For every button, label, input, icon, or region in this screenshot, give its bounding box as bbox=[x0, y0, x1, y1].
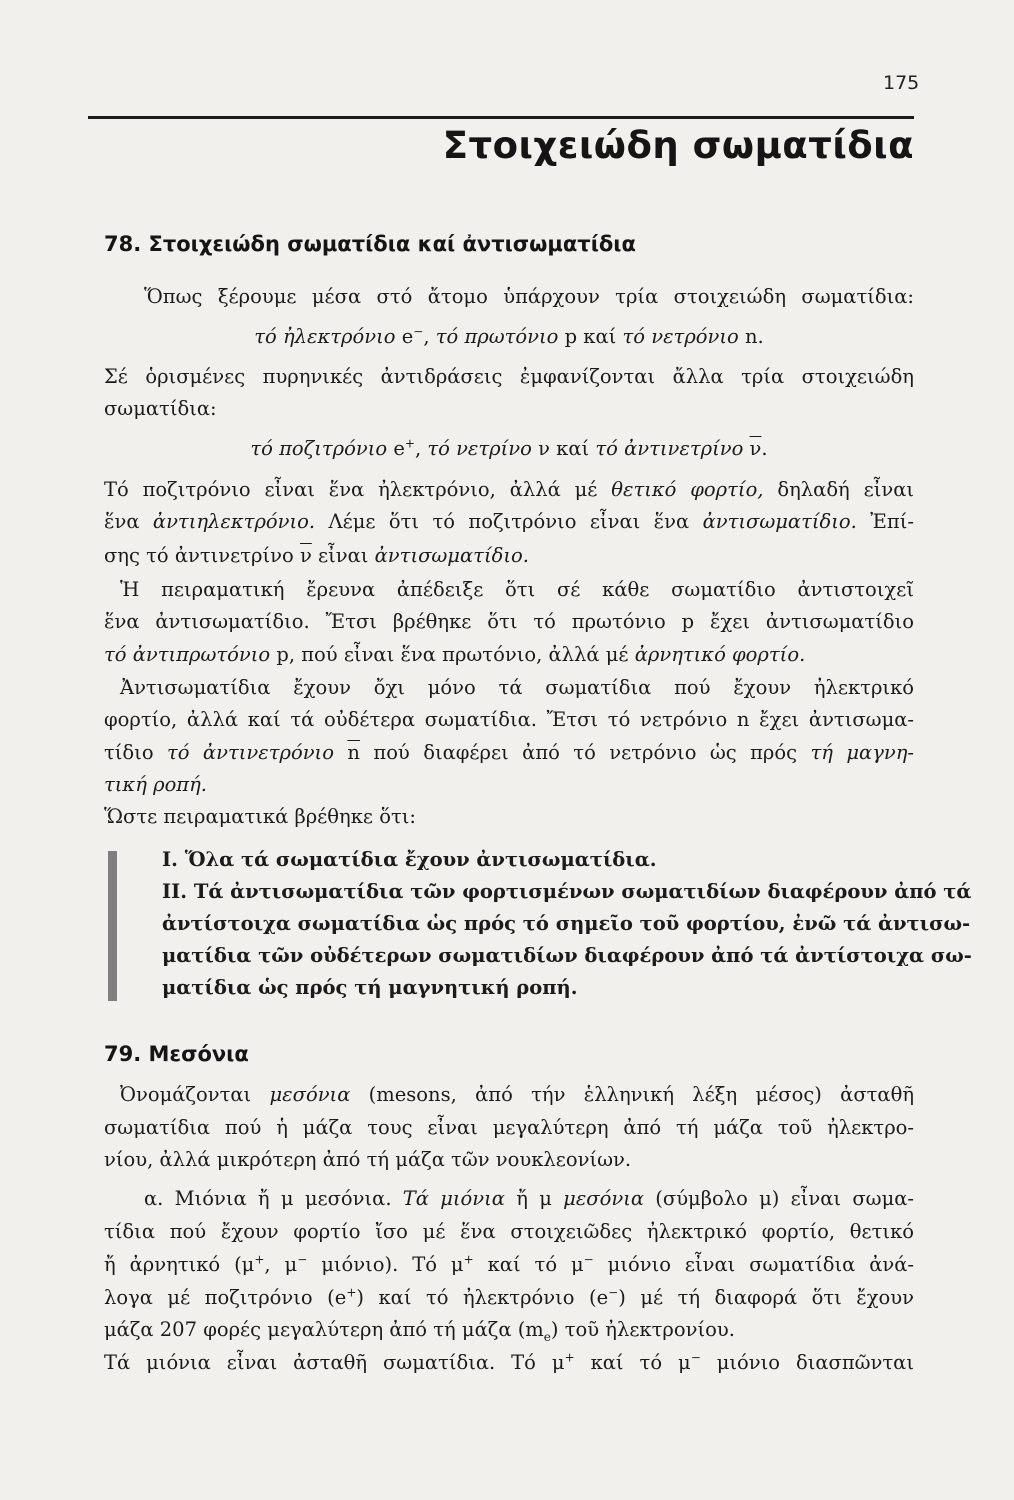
section-78-heading: 78. Στοιχειώδη σωματίδια καί ἀντισωματίδια bbox=[104, 232, 636, 256]
paragraph-line: ἕνα ἀντιηλεκτρόνιο. Λέμε ὅτι τό ποζιτρόνιο εἶναι ἕνα ἀντισωματίδιο. Ἐπί- bbox=[104, 510, 914, 533]
paragraph-line: φορτίο, ἀλλά καί τά οὐδέτερα σωματίδια. Ἔτσι τό νετρόνιο n ἔχει ἀντισωμα- bbox=[104, 708, 914, 731]
paragraph-line: τική ροπή. bbox=[104, 773, 208, 796]
paragraph-line: σωματίδια πού ἡ μάζα τους εἶναι μεγαλύτερη ἀπό τή μάζα τοῦ ἠλεκτρο- bbox=[104, 1116, 914, 1139]
section-79-heading: 79. Μεσόνια bbox=[104, 1042, 249, 1066]
paragraph-line: Ὅπως ξέρουμε μέσα στό ἄτομο ὑπάρχουν τρία στοιχειώδη σωματίδια: bbox=[144, 285, 914, 308]
paragraph-line: τίδιο τό ἀντινετρόνιο $\overline{n}$ πού διαφέρει ἀπό τό νετρόνιο ὡς πρός τή μαγνη- bbox=[104, 741, 915, 764]
paragraph-line: νίου, ἀλλά μικρότερη ἀπό τή μάζα τῶν νουκλεονίων. bbox=[104, 1148, 632, 1171]
paragraph-line: ἕνα ἀντισωματίδιο. Ἔτσι βρέθηκε ὅτι τό πρωτόνιο p ἔχει ἀντισωματίδιο bbox=[104, 610, 914, 633]
paragraph-line: τό ἀντιπρωτόνιο p, πού εἶναι ἕνα πρωτόνιο, ἀλλά μέ ἀρνητικό φορτίο. bbox=[104, 643, 806, 666]
rule-statement-1: Ι. Ὅλα τά σωματίδια ἔχουν ἀντισωματίδια. bbox=[162, 848, 657, 871]
paragraph-line: Τά μιόνια εἶναι ἀσταθῆ σωματίδια. Τό μ+ καί τό μ− μιόνιο διασπῶνται bbox=[104, 1350, 914, 1374]
paragraph-line: Ἡ πειραματική ἔρευνα ἀπέδειξε ὅτι σέ κάθε σωματίδιο ἀντιστοιχεῖ bbox=[120, 578, 914, 601]
paragraph-line: α. Μιόνια ἤ μ μεσόνια. Τά μιόνια ἤ μ μεσόνια (σύμβολο μ) εἶναι σωμα- bbox=[144, 1187, 914, 1210]
paragraph-line: μάζα 207 φορές μεγαλύτερη ἀπό τή μάζα $(m_e)$ τοῦ ἠλεκτρονίου. bbox=[104, 1318, 735, 1344]
rule-statement-line: ἀντίστοιχα σωματίδια ὡς πρός τό σημεῖο τοῦ φορτίου, ἐνῶ τά ἀντισω- bbox=[162, 912, 971, 935]
paragraph-line: Σέ ὁρισμένες πυρηνικές ἀντιδράσεις ἐμφανίζονται ἄλλα τρία στοιχειώδη bbox=[104, 365, 914, 388]
rule-statement-line: ματίδια ὡς πρός τή μαγνητική ροπή. bbox=[162, 976, 578, 999]
highlight-bar bbox=[108, 851, 117, 1001]
paragraph-line: λογα μέ ποζιτρόνιο (e+) καί τό ἠλεκτρόνιο (e−) μέ τή διαφορά ὅτι ἔχουν bbox=[104, 1285, 914, 1309]
formula-line: τό ποζιτρόνιο e+, τό νετρίνο ν καί τό ἀντινετρίνο $\overline{\nu}$. bbox=[250, 436, 768, 460]
header-rule bbox=[88, 116, 914, 119]
page-number: 175 bbox=[883, 72, 920, 94]
paragraph-line: Τό ποζιτρόνιο εἶναι ἕνα ἠλεκτρόνιο, ἀλλά μέ θετικό φορτίο, δηλαδή εἶναι bbox=[104, 478, 915, 501]
rule-statement-line: ματίδια τῶν οὐδέτερων σωματιδίων διαφέρουν ἀπό τά ἀντίστοιχα σω- bbox=[162, 944, 972, 967]
paragraph-line: ἤ ἀρνητικό (μ+, μ− μιόνιο). Τό μ+ καί τό μ− μιόνιο εἶναι σωματίδια ἀνά- bbox=[104, 1252, 914, 1276]
paragraph-line: Ὀνομάζονται μεσόνια (mesons, ἀπό τήν ἑλληνική λέξη μέσος) ἀσταθῆ bbox=[120, 1083, 915, 1106]
paragraph-line: Ὥστε πειραματικά βρέθηκε ὅτι: bbox=[104, 805, 416, 828]
paragraph-line: σης τό ἀντινετρίνο $\overline{\nu}$ εἶναι ἀντισωματίδιο. bbox=[104, 544, 529, 567]
paragraph-line: σωματίδια: bbox=[104, 397, 217, 420]
formula-line: τό ἠλεκτρόνιο e−, τό πρωτόνιο p καί τό νετρόνιο n. bbox=[254, 324, 764, 348]
rule-statement-2: ΙΙ. Τά ἀντισωματίδια τῶν φορτισμένων σωματιδίων διαφέρουν ἀπό τά bbox=[162, 880, 972, 903]
paragraph-line: τίδια πού ἔχουν φορτίο ἴσο μέ ἕνα στοιχειῶδες ἠλεκτρικό φορτίο, θετικό bbox=[104, 1220, 914, 1243]
paragraph-line: Ἀντισωματίδια ἔχουν ὄχι μόνο τά σωματίδια πού ἔχουν ἠλεκτρικό bbox=[120, 676, 914, 699]
chapter-title: Στοιχειώδη σωματίδια bbox=[442, 124, 914, 167]
